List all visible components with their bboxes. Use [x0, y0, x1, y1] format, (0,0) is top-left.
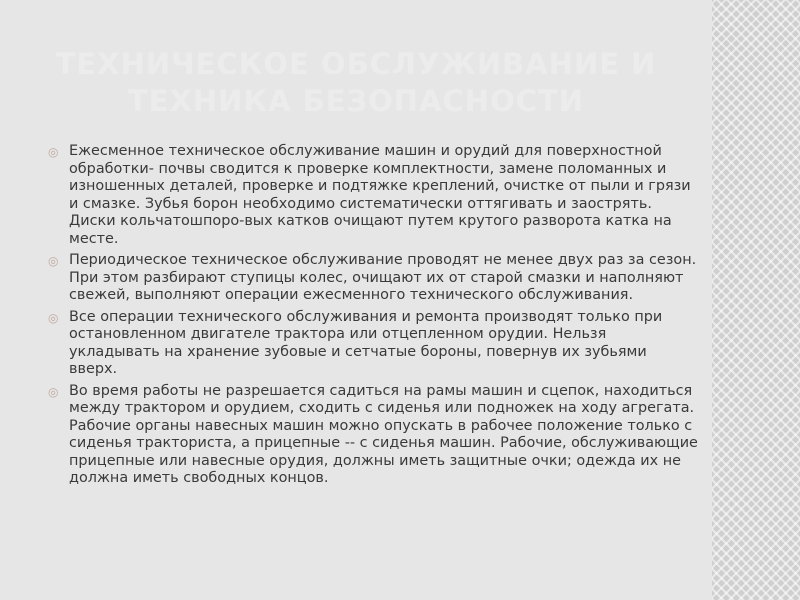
circle-bullet-icon: ◎: [48, 145, 59, 159]
decorative-side-band: [712, 0, 800, 600]
bullet-text: Ежесменное техническое обслуживание машин и орудий для поверхностной обработки- почвы сводится к проверке комплектности, замене поломанных и изношенных деталей, проверке и подтяжке креплений, очистке от пыли и грязи и смазке. Зубья борон необходимо систематически оттягивать и заострять. Диски кольчатошпоро-вых катков очищают путем крутого разворота катка на месте.: [69, 143, 691, 247]
list-item: [48, 252, 698, 305]
slide-title: ТЕХНИЧЕСКОЕ ОБСЛУЖИВАНИЕ И ТЕХНИКА БЕЗОПАСНОСТИ: [55, 47, 657, 118]
bullet-text: Все операции технического обслуживания и ремонта производят только при остановленном двигателе трактора или отцепленном орудии. Нельзя укладывать на хранение зубовые и сетчатые бороны, повернув их зубьями вверх.: [69, 308, 663, 377]
circle-bullet-icon: ◎: [48, 384, 59, 399]
list-item: [48, 309, 698, 379]
list-item: [48, 143, 698, 248]
bullet-text: Во время работы не разрешается садиться на рамы машин и сцепок, находиться между трактором и орудием, сходить с сиденья или подножек на ходу агрегата. Рабочие органы навесных машин можно опускать в рабочее положение только с сиденья тракториста, а прицепные -- с сиденья машин. Рабочие, обслуживающие прицепные или навесные орудия, должны иметь защитные очки; одежда их не должна иметь свободных концов.: [69, 382, 698, 486]
circle-bullet-icon: ◎: [48, 310, 59, 325]
circle-bullet-icon: ◎: [48, 254, 59, 268]
bullet-list: [48, 143, 698, 492]
bullet-text: Периодическое техническое обслуживание проводят не менее двух раз за сезон. При этом разбирают ступицы колес, очищают их от старой смазки и наполняют свежей, выполняют операции ежесменного технического обслуживания.: [69, 252, 697, 303]
list-item: [48, 383, 698, 488]
